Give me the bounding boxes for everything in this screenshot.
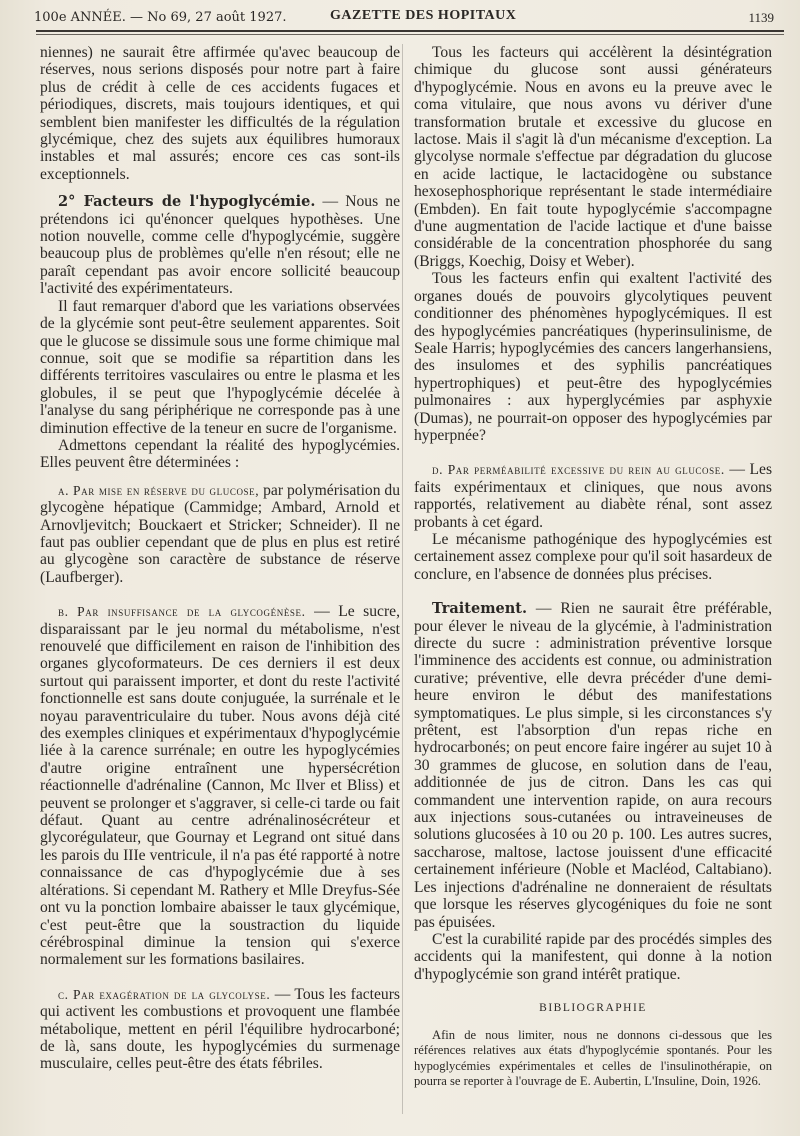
bibliography-title: BIBLIOGRAPHIE <box>539 1002 647 1015</box>
paragraph-text: — Rien ne saurait être préférable, pour élever le niveau de la glycémie, à l'administration directe du sucre : administration préventive lorsque l'imminence des accidents est connue, ou administration curative; préventive, elle devra précéder d'une demi-heure environ le début des manifestations symptomatiques. Le plus simple, si les circonstances s'y prêtent, est l'absorption d'un repas riche en hydrocarbonés; on peut encore faire ingérer au sujet 10 à 30 grammes de glucose, en solution dans de l'eau, additionnée de jus de citron. Dans les cas qui commandent une intervention rapide, on aura recours aux injections sous-cutanées ou intraveineuses de solutions glucosées à 10 ou 20 p. 100. Les autres sucres, saccharose, maltose, lactose jouissent d'une efficacité certainement inférieure (Noble et Macléod, Caltabiano). Les injections d'adrénaline ne donneraient de résultats que lorsque les réserves glycogéniques du foie ne sont pas épuisées. <box>414 600 772 931</box>
bibliography-text: Afin de nous limiter, nous ne donnons ci-dessous que les références relatives aux états d'hypoglycémie spontanés. Pour les hypoglycémies expérimentales et celles de l'insulinothérapie, on pourra se reporter à l'ouvrage de E. Aubertin, L'Insuline, Doin, 1926. <box>414 1027 772 1089</box>
section-heading: Traitement. <box>432 600 528 618</box>
subsection-heading: b. Par insuffisance de la glycogénèse. <box>58 604 306 620</box>
right-column <box>414 44 772 1090</box>
journal-title: GAZETTE DES HOPITAUX <box>330 8 517 23</box>
section-hypoglycemia-factors <box>40 193 400 297</box>
subsection-heading: a. Par mise en réserve du glucose, <box>58 482 260 498</box>
header-rule <box>36 30 784 32</box>
paragraph: Il faut remarquer d'abord que les variations observées de la glycémie sont peut-être seulement apparentes. Soit que le glucose se dissimule sous une forme chimique mal connue, soit que se modifie sa répartition dans les différents territoires vasculaires ou entre le plasma et les globules, il se peut que l'hypoglycémie décelée à l'analyse du sang périphérique ne corresponde pas à une diminution effective de la teneur en sucre de l'organisme. <box>40 297 400 437</box>
paragraph-text: — Tous les facteurs qui activent les combustions et provoquent une flambée métabolique, mettent en péril l'équilibre hydrocarboné; de là, sans doute, les hypoglycémies du surmenage musculaire, celles peut-être des états fébriles. <box>40 985 400 1073</box>
subsection-heading: c. Par exagération de la glycolyse. <box>58 986 271 1002</box>
section-heading: 2° Facteurs de l'hypoglycémie. <box>58 193 316 211</box>
header-rule-thin <box>36 34 784 35</box>
section-treatment <box>414 600 772 931</box>
issue-info: 100e ANNÉE. — No 69, 27 août 1927. <box>34 10 287 25</box>
subsection-d <box>414 461 772 531</box>
subsection-b <box>40 603 400 969</box>
paragraph: C'est la curabilité rapide par des procédés simples des accidents qui la manifestent, qui donne à la notion d'hypoglycémie son grand intérêt pratique. <box>414 930 772 983</box>
column-divider <box>402 44 403 1114</box>
subsection-heading: d. Par perméabilité excessive du rein au glucose. <box>432 462 725 478</box>
paragraph-text: par polymérisation du glycogène hépatique (Cammidge; Ambard, Arnold et Arnovljevitch; Bouckaert et Stricker; Schneider). Il ne faut pas oublier cependant que de plus en plus est retiré au glycogène son caractère de substance de réserve (Laufberger). <box>40 481 400 586</box>
page-header <box>34 6 788 30</box>
paragraph: Tous les facteurs qui accélèrent la désintégration chimique du glucose sont aussi générateurs d'hypoglycémie. Nous en avons eu la preuve avec le coma vitulaire, que nous avons vu dériver d'une transformation brutale et excessive du glucose en lactose. Mais il s'agit là d'un mécanisme d'exception. La glycolyse normale s'effectue par dégradation du glucose en acide lactique, le lactacidogène ou substance hexosephosphorique représentant le stade intermédiaire (Embden). En fait toute hypoglycémie s'accompagne d'une augmentation de l'acide lactique et d'une baisse considérable de la concentration phosphorée du sang (Briggs, Koechig, Doisy et Weber). <box>414 44 772 270</box>
paragraph: Tous les facteurs enfin qui exaltent l'activité des organes doués de pouvoirs glycolytiques peuvent conditionner des phénomènes hypoglycémiques. Il est des hypoglycémies pancréatiques (hyperinsulinisme, de Seale Harris; hypoglycémies des cancers langerhansiens, des insulomes et des syphilis pancréatiques hypertrophiques) et peut-être des hypoglycémies pulmonaires : aux hyperglycémies par asphyxie (Dumas), ne pourrait-on opposer des hypoglycémies par hyperpnée? <box>414 270 772 444</box>
paragraph: Le mécanisme pathogénique des hypoglycémies est certainement assez complexe pour qu'il soit hasardeux de conclure, en l'absence de données plus précises. <box>414 530 772 583</box>
paragraph: niennes) ne saurait être affirmée qu'avec beaucoup de réserves, nous serions disposés pour notre part à faire plus de crédit à celle de ces accidents fugaces et périodiques, discrets, mais toujours identiques, et qui semblent bien manifester les difficultés de la régulation glycémique, chez des sujets aux équilibres humoraux instables et mal assurés; encore ces cas sont-ils exceptionnels. <box>40 44 400 183</box>
paragraph-text: — Les faits expérimentaux et cliniques, que nous avons rapportés, relativement au diabète rénal, sont assez probants à cet égard. <box>414 461 773 531</box>
page-number: 1139 <box>748 10 774 25</box>
paragraph-text: — Nous ne prétendons ici qu'énoncer quelques hypothèses. Une notion nouvelle, comme celle d'hypoglycémie, suggère beaucoup plus de problèmes qu'elle n'en résout; elle ne paraît cependant pas avoir encore sollicité beaucoup l'activité des expérimentateurs. <box>40 193 400 298</box>
subsection-c <box>40 986 400 1073</box>
paragraph-text: — Le sucre, disparaissant par le jeu normal du métabolisme, n'est renouvelé que difficilement en raison de l'inhibition des organes glycoformateurs. De ces derniers il est deux surtout qui paraissent importer, et dont du reste l'activité fonctionnelle est sans doute conjuguée, la surrénale et le noyau paraventriculaire du tuber. Nous avons déjà cité des exemples cliniques et expérimentaux d'hypoglycémie liée à la carence surrénale; en outre les hypoglycémies d'autre origine entraînent une hypersécrétion réactionnelle d'adrénaline (Cannon, Mc Ilver et Bliss) et peuvent se prolonger et s'aggraver, si celle-ci tarde ou fait défaut. Quant au centre adrénalinosécréteur et glycorégulateur, que Gournay et Legrand ont situé dans les parois du IIIe ventricule, il n'a pas été rapporté à notre connaissance de cas d'hypoglycémie due à ses altérations. Si cependant M. Rathery et Mlle Dreyfus-Sée ont vu la ponction lombaire abaisser le taux glycémique, c'est peut-être que la soustraction du liquide cérébrospinal diminue la tension qui s'exerce normalement sur les formations basilaires. <box>40 603 400 969</box>
paragraph: Admettons cependant la réalité des hypoglycémies. Elles peuvent être déterminées : <box>40 436 400 472</box>
left-column <box>40 44 400 1073</box>
subsection-a <box>40 482 400 586</box>
